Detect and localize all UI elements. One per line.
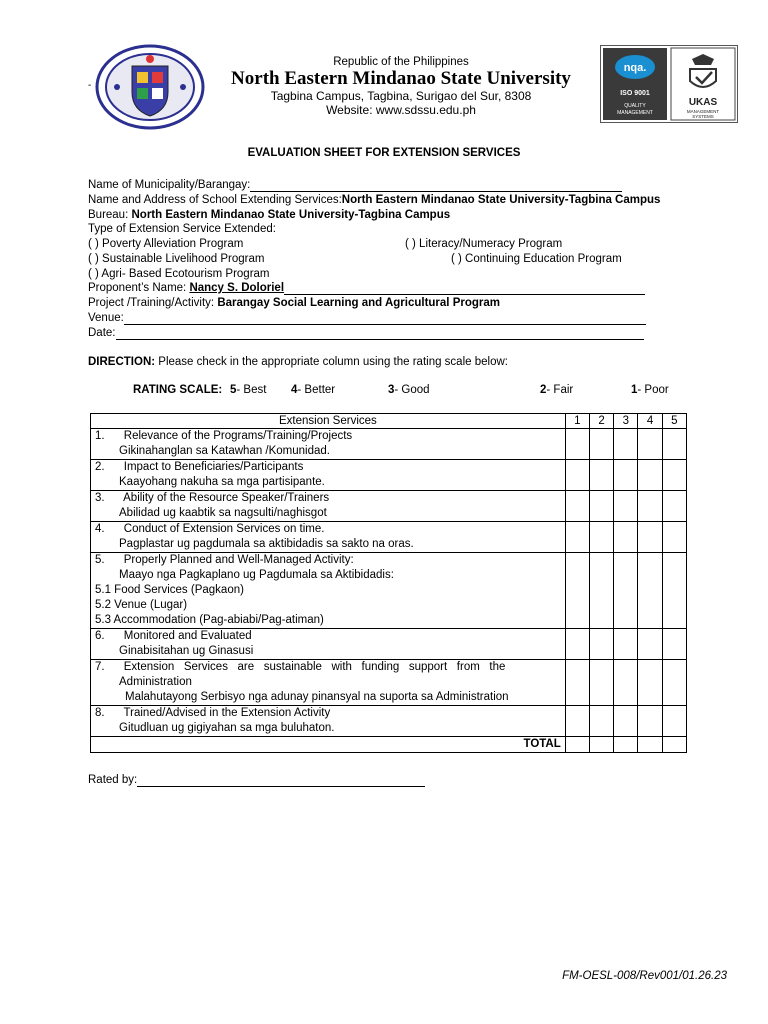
criterion-translation: Pagplastar ug pagdumala sa aktibidadis sa sakto na oras.	[119, 538, 414, 550]
rated-by-label: Rated by:	[88, 774, 138, 786]
rating-cell[interactable]	[590, 629, 614, 660]
rating-fair: 2- Fair	[540, 384, 574, 396]
venue-blank[interactable]	[124, 313, 646, 325]
rating-cell[interactable]	[638, 522, 662, 553]
rating-cell[interactable]	[590, 706, 614, 737]
school-label: Name and Address of School Extending Services:	[88, 194, 342, 206]
rating-cell[interactable]	[614, 460, 638, 491]
rated-by-field	[88, 773, 425, 787]
rating-cell[interactable]	[662, 491, 686, 522]
project-value: Barangay Social Learning and Agricultural Program	[217, 297, 500, 309]
project-field	[88, 296, 500, 310]
bureau-field	[88, 208, 450, 222]
venue-label: Venue:	[88, 312, 124, 324]
proponent-value: Nancy S. Doloriel	[189, 282, 285, 294]
rating-cell[interactable]	[590, 553, 614, 629]
evaluation-table	[90, 413, 687, 753]
rating-cell[interactable]	[614, 706, 638, 737]
criterion-translation: Gitudluan ug gigiyahan sa mga buluhaton.	[119, 722, 335, 734]
rating-cell[interactable]	[662, 706, 686, 737]
table-header-row	[91, 414, 687, 429]
proponent-field	[88, 281, 645, 295]
table-row	[91, 660, 687, 706]
rating-good: 3- Good	[388, 384, 430, 396]
header-col-1: 1	[565, 414, 589, 429]
rating-better: 4- Better	[291, 384, 336, 396]
website-text: Website: www.sdssu.edu.ph	[326, 103, 476, 117]
table-row	[91, 460, 687, 491]
rating-cell[interactable]	[614, 553, 638, 629]
criterion-translation: Abilidad ug kaabtik sa nagsulti/naghisgot	[119, 507, 327, 519]
rating-cell[interactable]	[565, 660, 589, 706]
municipality-field	[88, 178, 622, 192]
campus-address: Tagbina Campus, Tagbina, Surigao del Sur, 8308	[270, 89, 532, 103]
svg-text:UKAS: UKAS	[688, 97, 718, 108]
municipality-blank[interactable]	[250, 180, 622, 192]
project-label: Project /Training/Activity:	[88, 297, 218, 309]
svg-text:MANAGEMENT: MANAGEMENT	[686, 109, 720, 114]
rating-cell[interactable]	[638, 429, 662, 460]
university-seal-logo	[95, 44, 205, 130]
criterion-translation: Gikinahanglan sa Katawhan /Komunidad.	[119, 445, 330, 457]
proponent-blank[interactable]	[284, 283, 645, 295]
criterion-text: 6. Monitored and Evaluated	[95, 630, 252, 642]
rating-cell[interactable]	[590, 491, 614, 522]
criterion-text: 8. Trained/Advised in the Extension Activity	[95, 707, 331, 719]
svg-text:MANAGEMENT: MANAGEMENT	[617, 110, 653, 116]
dash-mark: -	[88, 80, 92, 91]
document-title: EVALUATION SHEET FOR EXTENSION SERVICES	[247, 147, 521, 159]
total-label: TOTAL	[91, 737, 566, 753]
rating-cell[interactable]	[638, 460, 662, 491]
option-continuing[interactable]: ( ) Continuing Education Program	[451, 253, 622, 265]
type-label: Type of Extension Service Extended:	[88, 223, 276, 235]
total-cell[interactable]	[565, 737, 589, 753]
rating-cell[interactable]	[565, 522, 589, 553]
municipality-label: Name of Municipality/Barangay:	[88, 179, 251, 191]
total-row	[91, 737, 687, 753]
bureau-label: Bureau:	[88, 209, 132, 221]
option-livelihood[interactable]: ( ) Sustainable Livelihood Program	[88, 253, 265, 265]
criterion-text: 3. Ability of the Resource Speaker/Trainers	[95, 492, 330, 504]
rating-cell[interactable]	[590, 522, 614, 553]
date-field	[88, 326, 644, 340]
rating-cell[interactable]	[565, 706, 589, 737]
rating-cell[interactable]	[565, 553, 589, 629]
rating-cell[interactable]	[614, 522, 638, 553]
criterion-text: 4. Conduct of Extension Services on time.	[95, 523, 325, 535]
rating-best: 5- Best	[230, 384, 267, 396]
bureau-value: North Eastern Mindanao State University-Tagbina Campus	[131, 209, 451, 221]
criterion-text: 1. Relevance of the Programs/Training/Projects	[95, 430, 353, 442]
rating-cell[interactable]	[638, 629, 662, 660]
rating-cell[interactable]	[590, 429, 614, 460]
school-field	[88, 193, 660, 207]
rating-cell[interactable]	[565, 491, 589, 522]
date-label: Date:	[88, 327, 116, 339]
option-poverty[interactable]: ( ) Poverty Alleviation Program	[88, 238, 244, 250]
sub-criterion: 5.2 Venue (Lugar)	[95, 599, 188, 611]
university-name: North Eastern Mindanao State University	[231, 68, 571, 89]
criterion-text: 7. Extension Services are sustainable with funding support from the	[95, 661, 506, 673]
rating-cell[interactable]	[638, 491, 662, 522]
venue-field	[88, 311, 646, 325]
header-col-4: 4	[638, 414, 662, 429]
date-blank[interactable]	[116, 328, 644, 340]
total-cell[interactable]	[590, 737, 614, 753]
criterion-text-continued: Administration	[119, 676, 192, 688]
rating-cell[interactable]	[662, 629, 686, 660]
table-row	[91, 629, 687, 660]
rating-cell[interactable]	[614, 491, 638, 522]
total-cell[interactable]	[662, 737, 686, 753]
criterion-translation: Malahutayong Serbisyo nga adunay pinansyal na suporta sa Administration	[125, 691, 509, 703]
header-col-3: 3	[614, 414, 638, 429]
rating-cell[interactable]	[614, 660, 638, 706]
svg-text:QUALITY: QUALITY	[624, 103, 646, 109]
letterhead	[208, 55, 594, 117]
form-code: FM-OESL-008/Rev001/01.26.23	[562, 970, 727, 982]
direction-label: DIRECTION:	[88, 356, 156, 368]
criterion-translation: Maayo nga Pagkaplano ug Pagdumala sa Aktibidadis:	[119, 569, 394, 581]
header-extension-services: Extension Services	[91, 414, 566, 429]
rating-cell[interactable]	[590, 460, 614, 491]
rating-cell[interactable]	[638, 660, 662, 706]
option-literacy[interactable]: ( ) Literacy/Numeracy Program	[405, 238, 563, 250]
rating-cell[interactable]	[662, 660, 686, 706]
table-row	[91, 553, 687, 629]
rating-poor: 1- Poor	[631, 384, 669, 396]
rating-cell[interactable]	[614, 429, 638, 460]
total-cell[interactable]	[638, 737, 662, 753]
rating-cell[interactable]	[662, 522, 686, 553]
proponent-label: Proponent’s Name:	[88, 282, 190, 294]
rating-cell[interactable]	[565, 629, 589, 660]
table-row	[91, 522, 687, 553]
direction-text	[88, 355, 508, 369]
total-cell[interactable]	[614, 737, 638, 753]
republic-text: Republic of the Philippines	[333, 56, 469, 68]
option-agri[interactable]: ( ) Agri- Based Ecotourism Program	[88, 268, 270, 280]
rating-cell[interactable]	[638, 706, 662, 737]
rating-cell[interactable]	[662, 429, 686, 460]
criterion-text: 2. Impact to Beneficiaries/Participants	[95, 461, 304, 473]
rating-scale-label: RATING SCALE:	[133, 384, 223, 396]
table-row	[91, 429, 687, 460]
svg-text:SYSTEMS: SYSTEMS	[692, 114, 714, 119]
rating-cell[interactable]	[565, 429, 589, 460]
rated-by-blank[interactable]	[137, 775, 425, 787]
criterion-translation: Kaayohang nakuha sa mga partisipante.	[119, 476, 325, 488]
rating-cell[interactable]	[590, 660, 614, 706]
criterion-translation: Ginabisitahan ug Ginasusi	[119, 645, 254, 657]
table-row	[91, 706, 687, 737]
svg-text:nqa.: nqa.	[623, 62, 647, 74]
rating-cell[interactable]	[565, 460, 589, 491]
header-col-5: 5	[662, 414, 686, 429]
rating-cell[interactable]	[614, 629, 638, 660]
rating-cell[interactable]	[662, 460, 686, 491]
svg-text:ISO 9001: ISO 9001	[620, 90, 650, 97]
rating-cell[interactable]	[662, 553, 686, 629]
school-value: North Eastern Mindanao State University-Tagbina Campus	[341, 194, 661, 206]
sub-criterion: 5.1 Food Services (Pagkaon)	[95, 584, 244, 596]
direction-body: Please check in the appropriate column using the rating scale below:	[155, 356, 508, 368]
rating-cell[interactable]	[638, 553, 662, 629]
header-col-2: 2	[590, 414, 614, 429]
table-row	[91, 491, 687, 522]
sub-criterion: 5.3 Accommodation (Pag-abiabi/Pag-atiman)	[95, 614, 324, 626]
criterion-text: 5. Properly Planned and Well-Managed Activity:	[95, 554, 354, 566]
certification-logos	[600, 45, 738, 123]
